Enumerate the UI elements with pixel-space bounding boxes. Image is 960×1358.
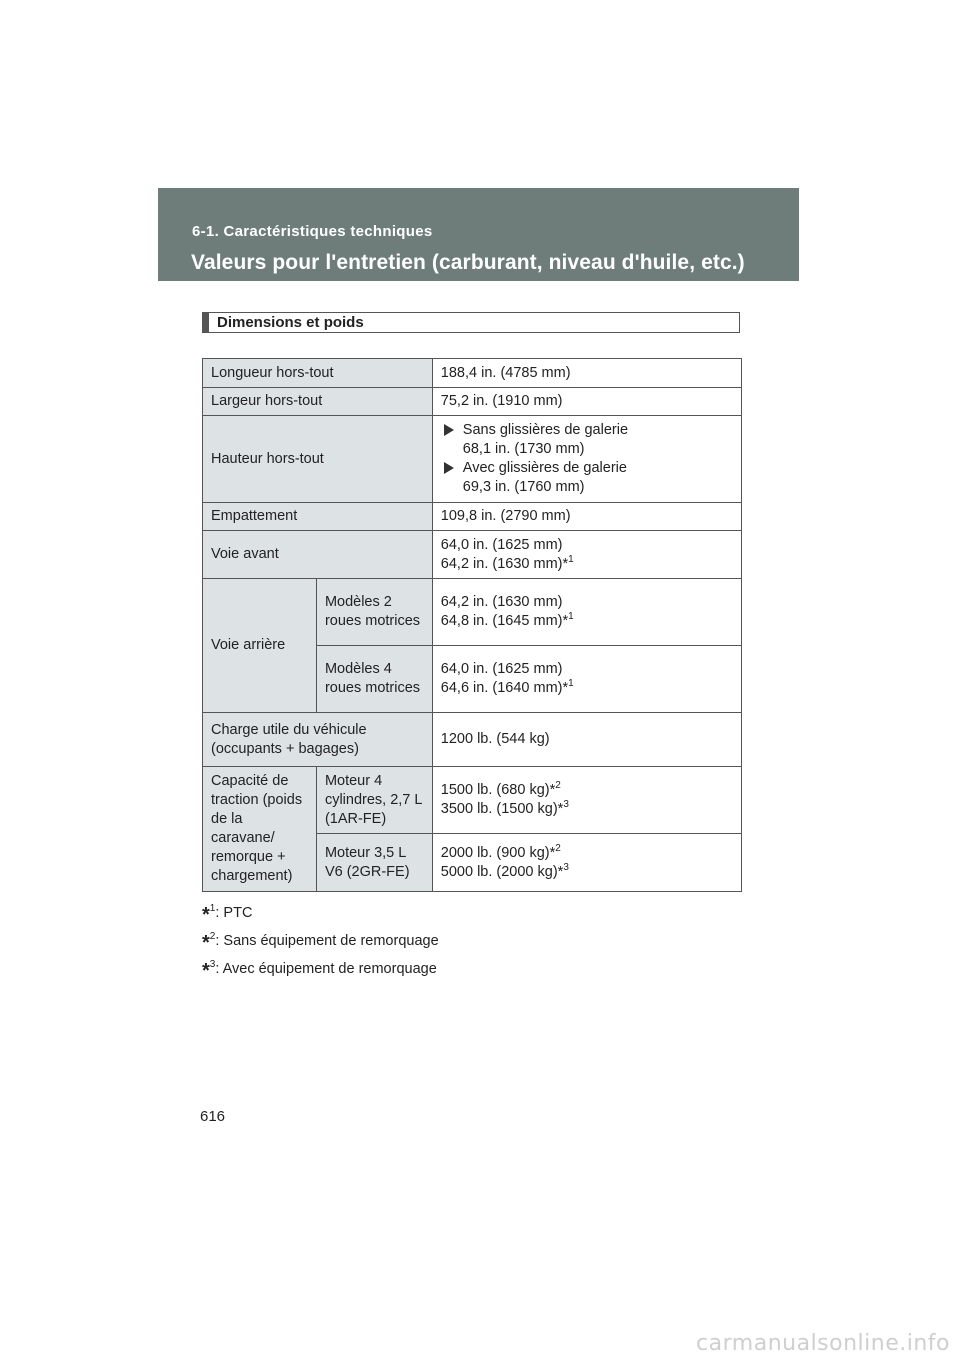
table-row (203, 579, 742, 646)
footnote-text: : Avec équipement de remorquage (215, 961, 437, 977)
footnote-number: 1 (209, 903, 216, 915)
footnote-text: : PTC (215, 905, 253, 921)
page-title: Valeurs pour l'entretien (carburant, niveau d'huile, etc.) (191, 251, 745, 274)
value-line (441, 800, 733, 819)
row-value (432, 579, 741, 646)
row-label: Voie arrière (203, 579, 317, 713)
table-row (203, 416, 742, 503)
sub-label: Modèles 4 roues motrices (316, 646, 432, 713)
row-label: Empattement (203, 503, 433, 531)
row-label: Charge utile du véhicule (occupants + bagages) (203, 713, 433, 767)
chapter-header (158, 188, 799, 281)
footnote-ref: 2 (555, 842, 561, 854)
subsection-heading (202, 312, 740, 333)
footnotes (202, 904, 439, 988)
table-row (203, 503, 742, 531)
row-label: Hauteur hors-tout (203, 416, 433, 503)
option-label: Avec glissières de galerie (462, 460, 627, 476)
value-line (441, 844, 733, 863)
sub-label: Modèles 2 roues motrices (316, 579, 432, 646)
value-line: 64,0 in. (1625 mm) (440, 536, 563, 553)
footnote-number: 2 (209, 931, 216, 943)
row-value (432, 646, 741, 713)
value-line (441, 555, 733, 574)
table-row (203, 359, 742, 388)
section-label: 6-1. Caractéristiques techniques (192, 223, 433, 240)
row-value: 188,4 in. (4785 mm) (432, 359, 741, 388)
row-value (432, 416, 741, 503)
value-line (441, 863, 733, 882)
footnote-1 (202, 904, 439, 932)
row-label: Voie avant (203, 531, 433, 579)
value-line (441, 781, 733, 800)
footnote-ref: 1 (568, 553, 574, 565)
value-line (441, 612, 733, 631)
value-text: 64,2 in. (1630 mm)* (440, 555, 569, 572)
row-label: Longueur hors-tout (203, 359, 433, 388)
sub-label: Moteur 4 cylindres, 2,7 L (1AR-FE) (316, 767, 432, 834)
table-row (203, 713, 742, 767)
footnote-ref: 2 (555, 780, 561, 792)
footnote-star: * (202, 904, 210, 926)
footnote-3 (202, 960, 439, 988)
footnote-number: 3 (209, 959, 216, 971)
row-label: Largeur hors-tout (203, 388, 433, 416)
option-item (441, 459, 733, 478)
heading-bar (203, 313, 209, 332)
row-value (432, 767, 741, 834)
watermark: carmanualsonline.info (696, 1331, 950, 1356)
dimensions-table (202, 358, 742, 892)
value-text: 64,6 in. (1640 mm)* (440, 680, 569, 696)
option-value: 69,3 in. (1760 mm) (462, 479, 585, 495)
row-label: Capacité de traction (poids de la caravane/ remorque + chargement) (203, 767, 317, 892)
value-text: 1500 lb. (680 kg)* (440, 782, 556, 798)
footnote-star: * (202, 932, 210, 954)
footnote-star: * (202, 960, 210, 982)
sub-label: Moteur 3,5 L V6 (2GR-FE) (316, 834, 432, 892)
value-line: 64,2 in. (1630 mm) (440, 594, 563, 610)
option-value: 68,1 in. (1730 mm) (462, 441, 585, 457)
row-value: 109,8 in. (2790 mm) (432, 503, 741, 531)
footnote-ref: 3 (563, 861, 569, 873)
table-row (203, 388, 742, 416)
footnote-text: : Sans équipement de remorquage (215, 933, 439, 949)
value-text: 64,8 in. (1645 mm)* (440, 613, 569, 629)
value-line: 64,0 in. (1625 mm) (440, 661, 563, 677)
row-value: 1200 lb. (544 kg) (432, 713, 741, 767)
triangle-bullet-icon (444, 424, 454, 436)
value-text: 5000 lb. (2000 kg)* (440, 863, 564, 880)
row-value: 75,2 in. (1910 mm) (432, 388, 741, 416)
value-line (441, 679, 733, 698)
page-number: 616 (200, 1108, 226, 1125)
option-item (441, 421, 733, 440)
row-value (432, 531, 741, 579)
option-label: Sans glissières de galerie (462, 422, 629, 438)
triangle-bullet-icon (444, 462, 454, 474)
footnote-2 (202, 932, 439, 960)
footnote-ref: 1 (568, 678, 574, 690)
value-text: 2000 lb. (900 kg)* (440, 844, 556, 861)
value-text: 3500 lb. (1500 kg)* (440, 801, 564, 817)
table-row (203, 767, 742, 834)
table-row (203, 531, 742, 579)
row-value (432, 834, 741, 892)
footnote-ref: 3 (563, 799, 569, 811)
footnote-ref: 1 (568, 611, 574, 623)
subsection-title: Dimensions et poids (217, 314, 364, 331)
